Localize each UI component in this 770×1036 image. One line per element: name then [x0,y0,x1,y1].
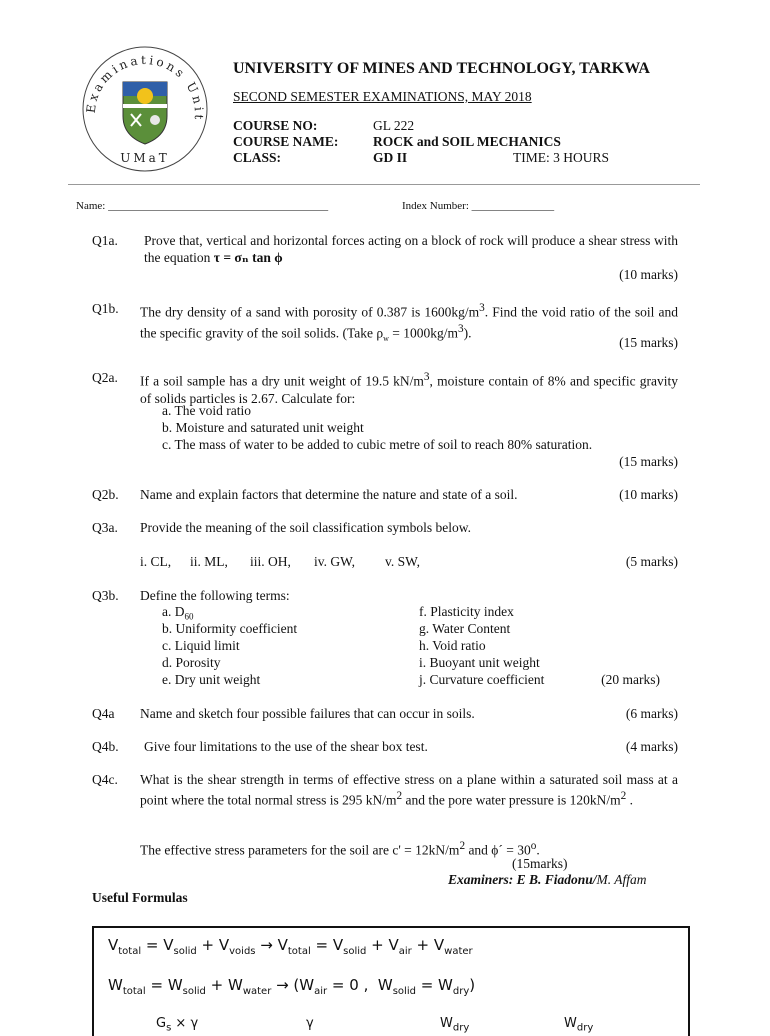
index-blank: _______________ [471,200,555,212]
question-text: Provide the meaning of the soil classification symbols below. [140,520,471,535]
question-text: Prove that, vertical and horizontal forces acting on a block of rock will produce a shear stress with the equation τ = σₙ tan ϕ [144,233,678,265]
question-number: Q1a. [92,233,118,248]
question-number: Q4a [92,706,115,721]
effective-stress-params: The effective stress parameters for the soil are $c' = 12kN/m^2$ and ϕ´ = $30^o$. [140,840,540,858]
question-number: Q3a. [92,520,118,535]
weight-formula: $W_{total} = W_{solid} + W_{water} \to (W_{air} = 0$ , $W_{solid} = W_{dry}$) [108,976,476,997]
term-dry-unit-weight: e. Dry unit weight [162,672,261,687]
question-q4a [92,705,678,723]
class-label: CLASS: [233,150,282,165]
name-field[interactable] [76,200,328,212]
question-q3b [92,587,678,691]
marks: (5 marks) [625,554,678,569]
question-q4b [92,738,678,756]
question-number: Q2a. [92,370,118,385]
examiners: Examiners: E B. Fiadonu/M. Affam [448,872,647,887]
question-text: Name and explain factors that determine the nature and state of a soil. [140,487,518,502]
term-plasticity-index: f. Plasticity index [419,604,514,619]
svg-text:UMaT: UMaT [120,151,170,165]
course-no-label: COURSE NO: [233,118,318,133]
list-item: c. The mass of water to be added to cubic metre of soil to reach 80% saturation. [162,437,593,452]
exam-session: SECOND SEMESTER EXAMINATIONS, MAY 2018 [233,89,532,104]
index-field[interactable] [402,200,554,212]
symbol-gw: iv. GW, [314,554,356,569]
symbol-ml: ii. ML, [190,554,228,569]
useful-formulas-heading: Useful Formulas [92,890,188,905]
term-porosity: d. Porosity [162,655,221,670]
volume-formula: $V_{total} = V_{solid} + V_{voids} \to V_{total} = V_{solid} + V_{air} + V_{water}$ [108,936,473,957]
term-d60: a. $D_{60}$ [162,604,194,622]
index-label: Index Number: [402,200,469,212]
symbol-cl: i. CL, [140,554,172,569]
term-water-content: g. Water Content [419,621,511,636]
question-q2b [92,486,678,504]
formula-fragment: γ [306,1016,314,1031]
marks: (15marks) [512,856,568,871]
marks: (15 marks) [619,454,678,469]
question-text: Define the following terms: [140,588,290,603]
question-text: Name and sketch four possible failures that can occur in soils. [140,706,475,721]
header-divider [68,184,700,185]
question-q1b [92,300,678,352]
question-number: Q3b. [92,588,119,603]
name-blank: ________________________________________ [108,200,329,212]
term-liquid-limit: c. Liquid limit [162,638,240,653]
term-uniformity-coefficient: b. Uniformity coefficient [162,621,298,636]
question-text: The dry density of a sand with porosity of 0.387 is $1600kg/m^3$. Find the void ratio of the soil and the specific gravity of the soil solids. (Take $\rho_w = 1000kg/m^3$). [140,302,678,343]
term-curvature-coefficient: j. Curvature coefficient [419,672,545,687]
university-title: UNIVERSITY OF MINES AND TECHNOLOGY, TARKWA [233,60,650,77]
marks: (10 marks) [619,267,678,282]
formula-fragment: $W_{dry}$ [440,1016,470,1034]
question-q3a [92,519,678,571]
question-text: If a soil sample has a dry unit weight of 19.5 $kN/m^3$, moisture contain of 8% and specific gravity of solids particles is 2.67. Calculate for: [140,371,678,406]
question-text: What is the shear strength in terms of effective stress on a plane within a saturated soil mass at a point where the total normal stress is 295 $kN/m^2$ and the pore water pressure is $120kN/m^2$ . [140,772,678,808]
question-q2a [92,369,678,473]
course-no: GL 222 [373,118,415,133]
formula-fragment: $W_{dry}$ [564,1016,594,1034]
marks: (6 marks) [625,706,678,721]
question-number: Q2b. [92,487,119,502]
question-q4c [92,771,678,871]
name-label: Name: [76,200,106,212]
symbol-oh: iii. OH, [250,554,291,569]
list-item: a. The void ratio [162,403,251,418]
question-number: Q4b. [92,739,119,754]
term-void-ratio: h. Void ratio [419,638,486,653]
shear-equation: τ = σₙ tan ϕ [213,250,283,265]
marks: (15 marks) [619,335,678,350]
exam-time: TIME: 3 HOURS [513,150,610,165]
formula-fragment: $G_s \times \gamma$ [156,1016,199,1034]
question-text: Give four limitations to the use of the shear box test. [144,739,428,754]
course-name: ROCK and SOIL MECHANICS [373,134,561,149]
umat-exam-unit-seal [78,44,212,174]
question-q1a [92,232,678,284]
term-buoyant-unit-weight: i. Buoyant unit weight [419,655,540,670]
question-number: Q4c. [92,772,118,787]
marks: (20 marks) [601,672,660,687]
formula-box [92,926,690,1036]
svg-text:Examinations Unit: Examinations Unit [83,53,207,123]
course-name-label: COURSE NAME: [233,134,339,149]
marks: (10 marks) [619,487,678,502]
question-number: Q1b. [92,301,119,316]
symbol-sw: v. SW, [385,554,421,569]
class-value: GD II [373,150,408,165]
list-item: b. Moisture and saturated unit weight [162,420,364,435]
marks: (4 marks) [625,739,678,754]
